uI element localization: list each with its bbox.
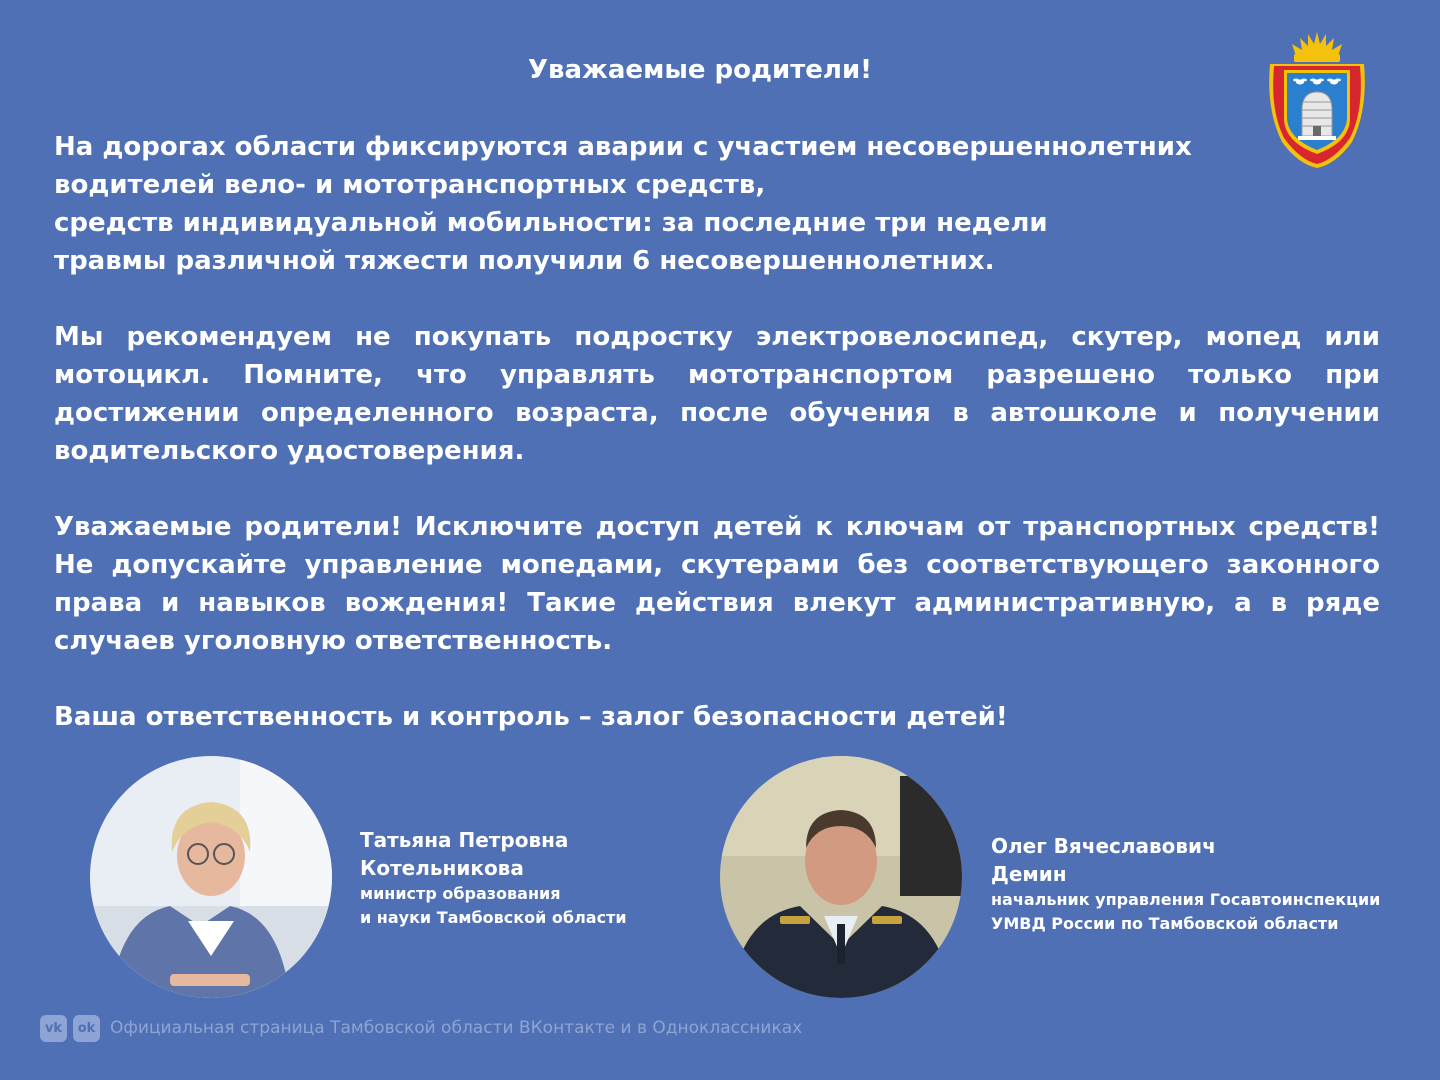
- person-minister: [360, 826, 627, 930]
- person-name: Татьяна Петровна: [360, 828, 569, 852]
- paragraph-line: травмы различной тяжести получили 6 несовершеннолетних.: [54, 246, 995, 276]
- person-position: министр образования: [360, 884, 561, 903]
- paragraph-slogan: Ваша ответственность и контроль – залог безопасности детей!: [54, 702, 1008, 732]
- ok-icon[interactable]: ok: [73, 1015, 100, 1042]
- paragraph-recommendation: Мы рекомендуем не покупать подростку электровелосипед, скутер, мопед или мотоцикл. Помните, что управлять мототранспортом разрешено только при достижении определенного возраста, после обучения в автошколе и получении водительского удостоверения.: [54, 322, 1380, 466]
- footer-text: Официальная страница Тамбовской области ВКонтакте и в Одноклассниках: [110, 1018, 803, 1038]
- avatar-police-chief-photo: [720, 756, 962, 998]
- person-position: УМВД России по Тамбовской области: [991, 914, 1339, 933]
- person-position: начальник управления Госавтоинспекции: [991, 890, 1381, 909]
- person-position: и науки Тамбовской области: [360, 908, 627, 927]
- paragraph-line: На дорогах области фиксируются аварии с участием несовершеннолетних: [54, 132, 1192, 162]
- paragraph-line: водителей вело- и мототранспортных средств,: [54, 170, 766, 200]
- person-police-chief: [991, 832, 1380, 936]
- vk-icon[interactable]: vk: [40, 1015, 67, 1042]
- page-title: Уважаемые родители!: [527, 55, 873, 85]
- footer: [40, 1014, 802, 1042]
- paragraph-appeal: Уважаемые родители! Исключите доступ детей к ключам от транспортных средств! Не допускайте управление мопедами, скутерами без соответствующего законного права и навыков вождения! Такие действия влекут административную, а в ряде случаев уголовную ответственность.: [54, 512, 1380, 656]
- person-surname: Котельникова: [360, 856, 524, 880]
- person-surname: Демин: [991, 862, 1067, 886]
- person-name: Олег Вячеславович: [991, 834, 1216, 858]
- avatar-minister-photo: [90, 756, 332, 998]
- coat-of-arms-emblem: [1262, 30, 1372, 170]
- paragraph-accidents: [54, 128, 1254, 280]
- paragraph-line: средств индивидуальной мобильности: за последние три недели: [54, 208, 1048, 238]
